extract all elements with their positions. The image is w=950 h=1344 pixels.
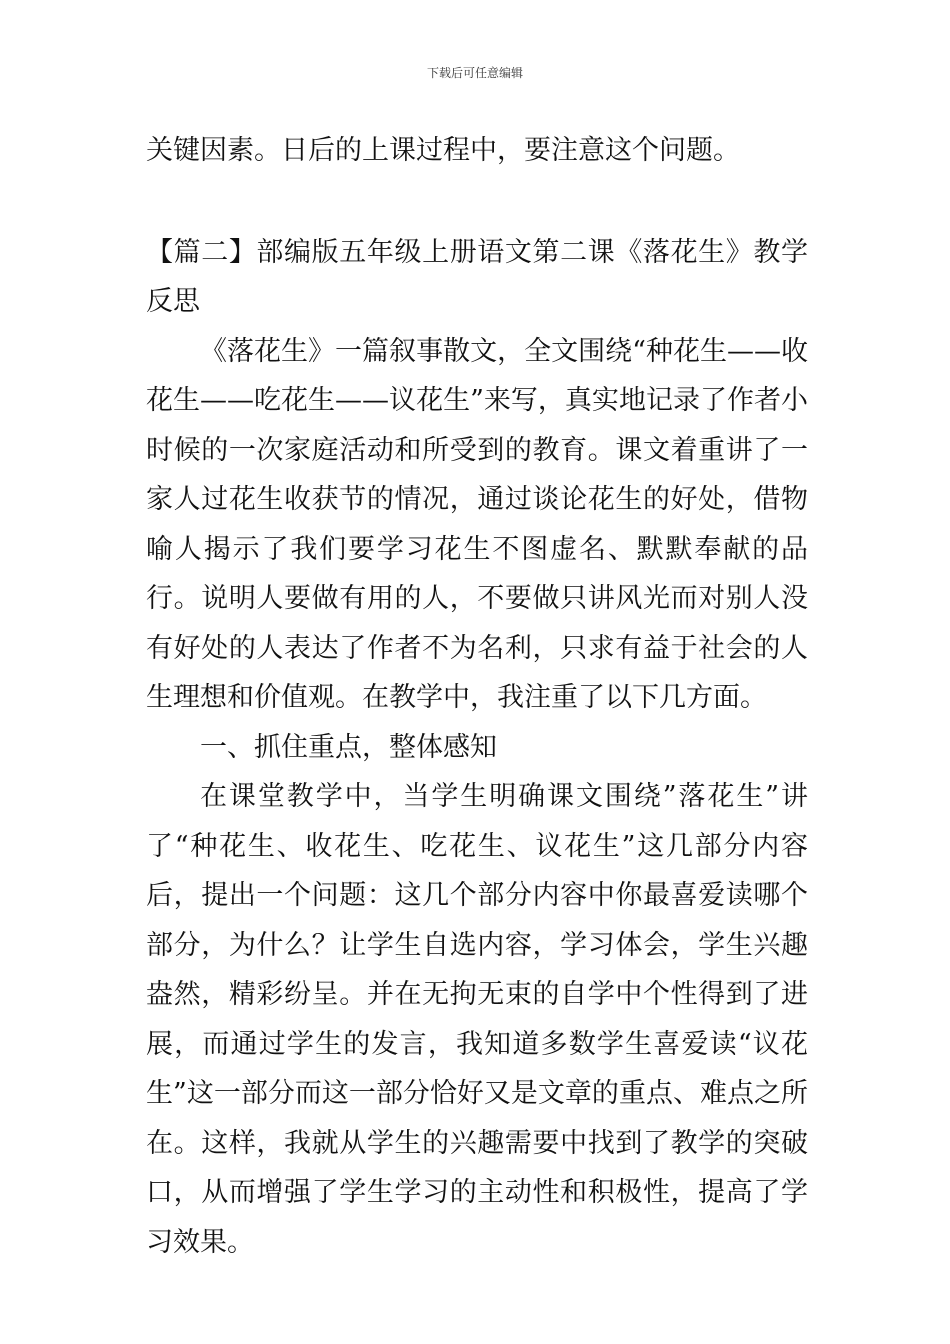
paragraph-2: 在课堂教学中，当学生明确课文围绕”落花生”讲了“种花生、收花生、吃花生、议花生”这几部分内容后，提出一个问题：这几个部分内容中你最喜爱读哪个部分，为什么？让学生自选内容，学习体会，学生兴趣盎然，精彩纷呈。并在无拘无束的自学中个性得到了进展，而通过学生的发言，我知道多数学生喜爱读“议花生”这一部分而这一部分恰好又是文章的重点、难点之所在。这样，我就从学生的兴趣需要中找到了教学的突破口，从而增强了学生学习的主动性和积极性，提高了学习效果。 xyxy=(146,781,808,1258)
section-title: 【篇二】部编版五年级上册语文第二课《落花生》教学反思 xyxy=(146,236,808,317)
subheading-1: 一、抓住重点，整体感知 xyxy=(200,731,497,763)
intro-line: 关键因素。日后的上课过程中，要注意这个问题。 xyxy=(146,135,740,166)
page-header-note: 下载后可任意编辑 xyxy=(426,66,523,80)
document-body xyxy=(146,126,808,1267)
paragraph-1: 《落花生》一篇叙事散文，全文围绕“种花生——收花生——吃花生——议花生”来写，真实地记录了作者小时候的一次家庭活动和所受到的教育。课文着重讲了一家人过花生收获节的情况，通过谈论花生的好处，借物喻人揭示了我们要学习花生不图虚名、默默奉献的品行。说明人要做有用的人，不要做只讲风光而对别人没有好处的人表达了作者不为名利，只求有益于社会的人生理想和价值观。在教学中，我注重了以下几方面。 xyxy=(146,335,808,713)
